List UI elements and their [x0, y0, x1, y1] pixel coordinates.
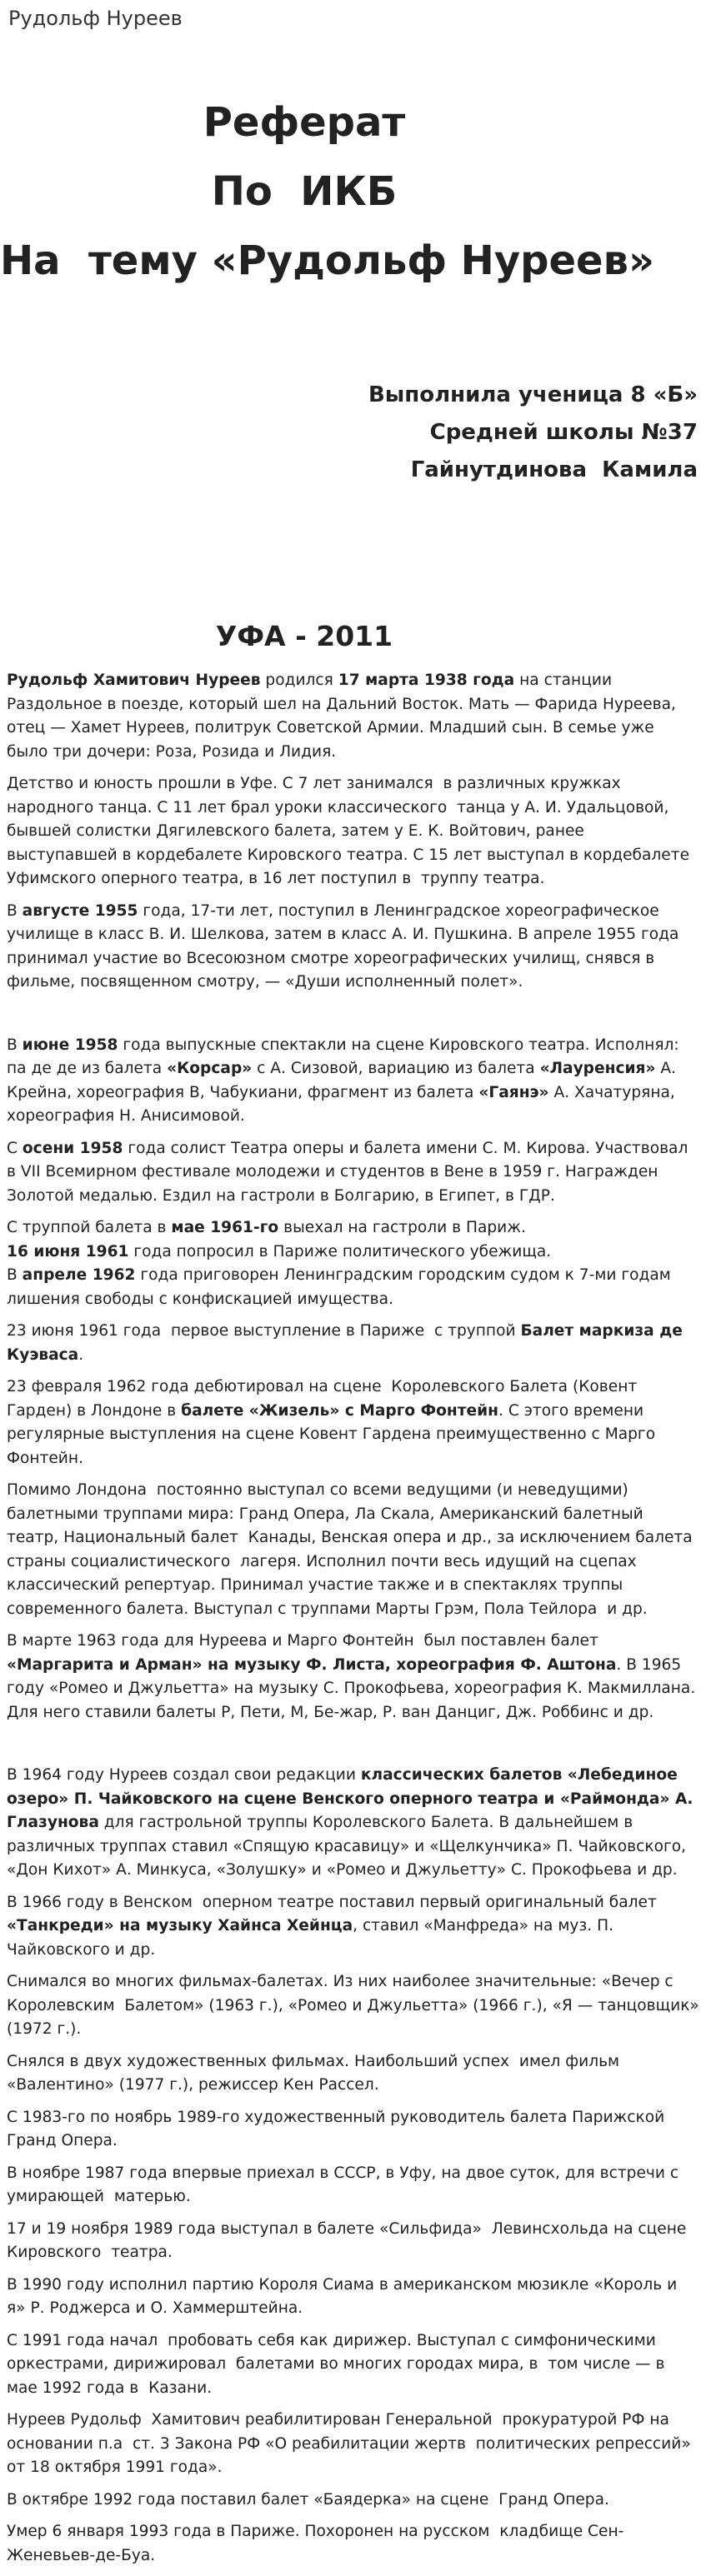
- body-paragraph: [7, 2274, 699, 2321]
- body-paragraph: [7, 772, 699, 891]
- paragraph-text: С труппой балета в: [7, 1219, 172, 1236]
- body-paragraph: [7, 1970, 704, 2042]
- body-paragraph: [7, 900, 699, 995]
- paragraph-text: года приговорен Ленинградским городским судом к 7-ми годам лишения свободы с конфискацией имущества.: [7, 1266, 676, 1308]
- body-paragraph: [7, 1264, 699, 1311]
- bold-text: 17 марта 1938 года: [338, 671, 515, 689]
- paragraph-text: года попросил в Париже политического убежища.: [128, 1242, 552, 1261]
- paragraph-text: С 1983-го по ноябрь 1989-го художественный руководитель балета Парижской Гранд Опера.: [7, 2108, 670, 2149]
- paragraph-text: Помимо Лондона постоянно выступал со всеми ведущими (и неведущими) балетными труппами мира: Гранд Опера, Ла Скала, Американский балетный театр, Национальный балет Канады, Венская опера и др., за исключением балета страны социалистического лагеря. Исполнил почти весь идущий на сцепах классический репертуар. Принимал участие также и в спектаклях труппы современного балета. Выступал с труппами Марты Грэм, Пола Тейлора и др.: [7, 1481, 698, 1618]
- paragraph-text: с А. Сизовой, вариацию из балета: [252, 1060, 540, 1077]
- body-paragraph: [7, 2520, 699, 2568]
- bold-text: Рудольф Хамитович Нуреев: [7, 671, 261, 689]
- body-paragraph: [7, 2329, 699, 2401]
- author-line-2: Средней школы №37: [429, 420, 698, 445]
- body-paragraph: [7, 2409, 699, 2480]
- body-paragraph: [7, 1764, 699, 1883]
- bold-text: апреле 1962: [22, 1266, 136, 1284]
- title-line-3: На тему «Рудольф Нуреев»: [0, 237, 654, 284]
- author-line-1: Выполнила ученица 8 «Б»: [368, 382, 698, 407]
- paragraph-text: В октябре 1992 года поставил балет «Баядерка» на сцене Гранд Опера.: [7, 2490, 609, 2509]
- paragraph-text: Снялся в двух художественных фильмах. Наибольший успех имел фильм «Валентино» (1977 г.), режиссер Кен Рассел.: [7, 2052, 624, 2094]
- paragraph-text: В марте 1963 года для Нуреева и Марго Фонтейн был поставлен балет: [7, 1632, 603, 1650]
- body-paragraph: [7, 2489, 699, 2513]
- paragraph-text: на станции Раздольное в поезде, который шел на Дальний Восток. Мать — Фарида Нуреева, отец — Хамет Нуреев, политрук Советской Армии. Младший сын. В семье уже было три дочери: Роза, Розида и Лидия.: [7, 671, 681, 761]
- paragraph-text: В: [7, 1036, 23, 1054]
- paragraph-text: В ноябре 1987 года впервые приехал в СССР, в Уфу, на двое суток, для встречи с умирающей матерью.: [7, 2164, 684, 2205]
- bold-text: августе 1955: [22, 901, 138, 920]
- paragraph-text: В 1966 году в Венском оперном театре поставил первый оригинальный балет: [7, 1893, 662, 1911]
- bold-text: «Лауренсия»: [539, 1060, 656, 1077]
- body-paragraph: [7, 2106, 699, 2154]
- paragraph-text: для гастрольной труппы Королевского Балета. В дальнейшем в различных труппах ставил «Спящую красавицу» и «Щелкунчика» П. Чайковского, «Дон Кихот» А. Минкуса, «Золушку» и «Ромео и Джульетту» С. Прокофьева и др.: [7, 1814, 691, 1879]
- bold-text: 16 июня 1961: [7, 1242, 129, 1261]
- paragraph-text: года, 17-ти лет, поступил в Ленинградское хореографическое училище в класс В. И. Шелкова, затем в класс А. И. Пушкина. В апреле 1955 года принимал участие во Всесоюзном смотре хореографических училищ, снявся в фильме, посвященном смотру, — «Души исполненный полет».: [7, 901, 684, 991]
- body-paragraph: [7, 2162, 699, 2209]
- author-block: [368, 377, 698, 489]
- paragraph-text: .: [78, 1345, 84, 1364]
- paragraph-text: А. Крейна, хореография В, Чабукиани, фрагмент из балета: [7, 1060, 681, 1101]
- body-paragraph: [7, 1034, 699, 1129]
- paragraph-text: Нуреев Рудольф Хамитович реабилитирован Генеральной прокуратурой РФ на основании п.а ст. 3 Закона РФ «О реабилитации жертв политических репрессий» от 18 октября 1991 года».: [7, 2411, 696, 2476]
- paragraph-text: Снимался во многих фильмах-балетах. Из них наиболее значительные: «Вечер с Королевским Балетом» (1963 г.), «Ромео и Джульетта» (1966 г.), «Я — танцовщик» (1972 г.).: [7, 1973, 704, 2038]
- bold-text: «Гаянэ»: [478, 1083, 549, 1101]
- paragraph-text: 17 и 19 ноября 1989 года выступал в балете «Сильфида» Левинсхольда на сцене Кировского театра.: [7, 2219, 692, 2261]
- paragraph-text: выехал на гастроли в Париж.: [278, 1219, 526, 1236]
- paragraph-text: С 1991 года начал пробовать себя как дирижер. Выступал с симфоническими оркестрами, дирижировал балетами во многих городах мира, в том числе — в мае 1992 года в Казани.: [7, 2331, 670, 2397]
- paragraph-text: 23 февраля 1962 года дебютировал на сцене Королевского Балета (Ковент Гарден) в Лондоне в: [7, 1378, 643, 1420]
- paragraph-text: С: [7, 1139, 23, 1157]
- paragraph-text: В: [7, 901, 23, 920]
- paragraph-text: , ставил «Манфреда» на муз. П. Чайковского и др.: [7, 1917, 618, 1959]
- paragraph-text: А. Хачатуряна, хореография Н. Анисимовой.: [7, 1083, 680, 1125]
- body-paragraph: [7, 1241, 699, 1265]
- paragraph-text: года солист Театра оперы и балета имени С. М. Кирова. Участвовал в VII Всемирном фестивале молодежи и студентов в Вене в 1959 г. Награжден Золотой медалью. Ездил на гастроли в Болгарию, в Египет, в ГДР.: [7, 1139, 693, 1205]
- title-block: [0, 88, 654, 296]
- body-paragraph: [7, 2218, 699, 2265]
- bold-text: Балет маркиза де Куэваса: [7, 1322, 688, 1364]
- paragraph-text: Детство и юность прошли в Уфе. С 7 лет занимался в различных кружках народного танца. С 11 лет брал уроки классического танца у А. И. Удальцовой, бывшей солистки Дягилевского балета, затем у Е. К. Войтович, ранее выступавшей в кордебалете Кировского театра. С 15 лет выступал в кордебалете Уфимского оперного театра, в 16 лет поступил в труппу театра.: [7, 775, 694, 887]
- title-line-1: Реферат: [203, 99, 406, 146]
- body-paragraph: [7, 1137, 699, 1209]
- bold-text: мае 1961-го: [171, 1219, 279, 1236]
- bold-text: «Маргарита и Арман» на музыку Ф. Листа, хореография Ф. Аштона: [7, 1655, 617, 1674]
- paragraph-text: . В 1965 году «Ромео и Джульетта» на музыку С. Прокофьева, хореография К. Макмиллана. Для него ставили балеты Р, Пети, М, Бе-жар, Р. ван Данциг, Дж. Роббинс и др.: [7, 1655, 701, 1721]
- title-line-2: По ИКБ: [211, 168, 398, 215]
- body-paragraph: [7, 1479, 699, 1621]
- paragraph-text: 23 июня 1961 года первое выступление в Париже с труппой: [7, 1322, 521, 1340]
- body-paragraph: [7, 1891, 699, 1963]
- body-paragraph: [7, 1216, 699, 1241]
- author-line-3: Гайнутдинова Камила: [410, 457, 698, 482]
- bold-text: «Корсар»: [167, 1060, 253, 1077]
- paragraph-text: В: [7, 1266, 23, 1284]
- paragraph-text: года выпускные спектакли на сцене Кировского театра. Исполнял: па де де из балета: [7, 1036, 684, 1077]
- paragraph-text: родился: [260, 671, 338, 689]
- body-paragraph: [7, 1320, 699, 1367]
- city-year: УФА - 2011: [215, 620, 393, 652]
- bold-text: балете «Жизель» с Марго Фонтейн: [181, 1401, 498, 1420]
- paragraph-text: Умер 6 января 1993 года в Париже. Похоронен на русском кладбище Сен-Женевьев-де-Буа.: [7, 2523, 624, 2564]
- paragraph-text: В 1990 году исполнил партию Короля Сиама в американском мюзикле «Король и я» Р. Роджерса и О. Хаммерштейна.: [7, 2275, 683, 2317]
- document-body: [7, 669, 704, 2576]
- bold-text: «Танкреди» на музыку Хайнса Хейнца: [7, 1917, 353, 1934]
- bold-text: июне 1958: [22, 1036, 118, 1054]
- body-paragraph: [7, 1630, 699, 1725]
- paragraph-text: . С этого времени регулярные выступления на сцене Ковент Гардена преимущественно с Марго Фонтейн.: [7, 1401, 660, 1467]
- body-paragraph: [7, 669, 699, 764]
- document-header: Рудольф Нуреев: [8, 7, 183, 30]
- paragraph-text: В 1964 году Нуреев создал свои редакции: [7, 1766, 361, 1784]
- bold-text: осени 1958: [22, 1139, 123, 1157]
- bold-text: классических балетов «Лебединое озеро» П. Чайковского на сцене Венского оперного театра и «Раймонда» А. Глазунова: [7, 1766, 698, 1831]
- body-paragraph: [7, 1375, 699, 1470]
- body-paragraph: [7, 2050, 699, 2098]
